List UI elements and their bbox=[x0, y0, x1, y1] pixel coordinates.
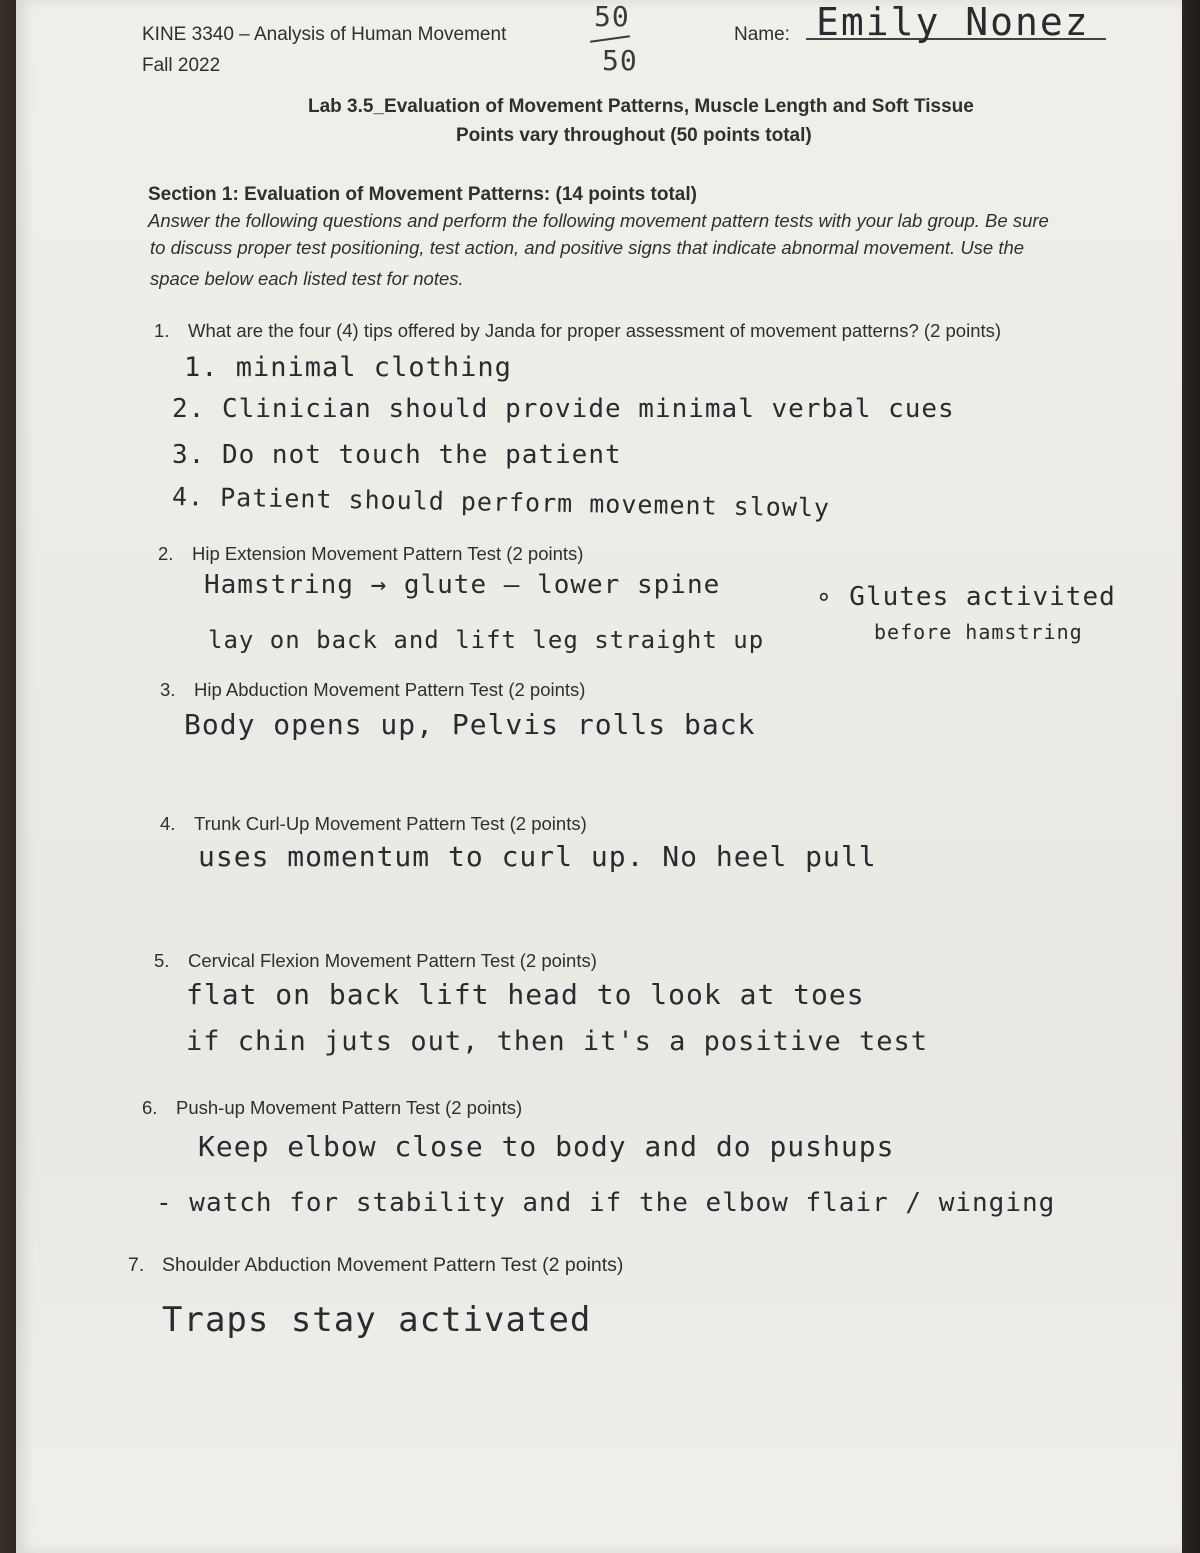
question-number: 4. bbox=[160, 813, 176, 834]
answer-line: if chin juts out, then it's a positive test bbox=[186, 1026, 928, 1057]
question-text: Push-up Movement Pattern Test (2 points) bbox=[176, 1097, 523, 1118]
course-title: KINE 3340 – Analysis of Human Movement bbox=[142, 24, 507, 45]
instructions-line-2: to discuss proper test positioning, test action, and positive signs that indicate abnormal movement. Use the bbox=[150, 237, 1025, 258]
student-name: Emily Nonez bbox=[816, 0, 1090, 44]
question-2 bbox=[158, 543, 583, 565]
score-numerator: 50 bbox=[594, 0, 630, 33]
question-text: What are the four (4) tips offered by Janda for proper assessment of movement patterns? (2 points) bbox=[188, 320, 1002, 341]
answer-line: - watch for stability and if the elbow flair / winging bbox=[156, 1188, 1056, 1218]
score-denominator: 50 bbox=[602, 44, 638, 77]
question-text: Hip Extension Movement Pattern Test (2 points) bbox=[192, 543, 584, 564]
side-note: ∘ Glutes activited bbox=[816, 582, 1116, 612]
question-number: 7. bbox=[128, 1254, 145, 1276]
question-5 bbox=[154, 950, 597, 972]
instructions-line-1: Answer the following questions and perform the following movement pattern tests with your lab group. Be sure bbox=[148, 210, 1049, 231]
worksheet-page bbox=[16, 0, 1182, 1553]
question-3 bbox=[160, 679, 585, 701]
question-7 bbox=[128, 1254, 623, 1277]
lab-subtitle: Points vary throughout (50 points total) bbox=[456, 125, 812, 146]
question-text: Shoulder Abduction Movement Pattern Test (2 points) bbox=[162, 1254, 624, 1276]
question-number: 6. bbox=[142, 1097, 158, 1118]
section-heading: Section 1: Evaluation of Movement Patterns: (14 points total) bbox=[148, 184, 697, 205]
answer-line: uses momentum to curl up. No heel pull bbox=[198, 840, 877, 873]
question-text: Trunk Curl-Up Movement Pattern Test (2 points) bbox=[194, 813, 587, 834]
lab-title: Lab 3.5_Evaluation of Movement Patterns, Muscle Length and Soft Tissue bbox=[308, 96, 974, 117]
answer-line: flat on back lift head to look at toes bbox=[186, 978, 865, 1011]
term: Fall 2022 bbox=[142, 55, 221, 76]
question-1 bbox=[154, 320, 1001, 342]
name-label: Name: bbox=[734, 24, 790, 45]
question-number: 5. bbox=[154, 950, 170, 971]
score-divider bbox=[590, 35, 630, 43]
answer-line: Keep elbow close to body and do pushups bbox=[198, 1130, 895, 1163]
answer-line: Traps stay activated bbox=[162, 1300, 592, 1340]
answer-line: 3. Do not touch the patient bbox=[172, 440, 622, 470]
question-number: 3. bbox=[160, 679, 176, 700]
instructions-line-3: space below each listed test for notes. bbox=[150, 268, 464, 289]
question-text: Cervical Flexion Movement Pattern Test (2 points) bbox=[188, 950, 597, 971]
side-note: before hamstring bbox=[874, 620, 1083, 644]
question-number: 2. bbox=[158, 543, 174, 564]
answer-line: Body opens up, Pelvis rolls back bbox=[184, 708, 756, 741]
question-text: Hip Abduction Movement Pattern Test (2 points) bbox=[194, 679, 586, 700]
answer-line: lay on back and lift leg straight up bbox=[208, 626, 765, 654]
answer-line: Hamstring → glute – lower spine bbox=[204, 570, 721, 600]
question-4 bbox=[160, 813, 587, 835]
answer-line: 2. Clinician should provide minimal verbal cues bbox=[172, 394, 955, 424]
answer-line: 4. Patient should perform movement slowly bbox=[171, 482, 831, 523]
question-6 bbox=[142, 1097, 522, 1119]
answer-line: 1. minimal clothing bbox=[184, 352, 512, 383]
question-number: 1. bbox=[154, 320, 170, 341]
